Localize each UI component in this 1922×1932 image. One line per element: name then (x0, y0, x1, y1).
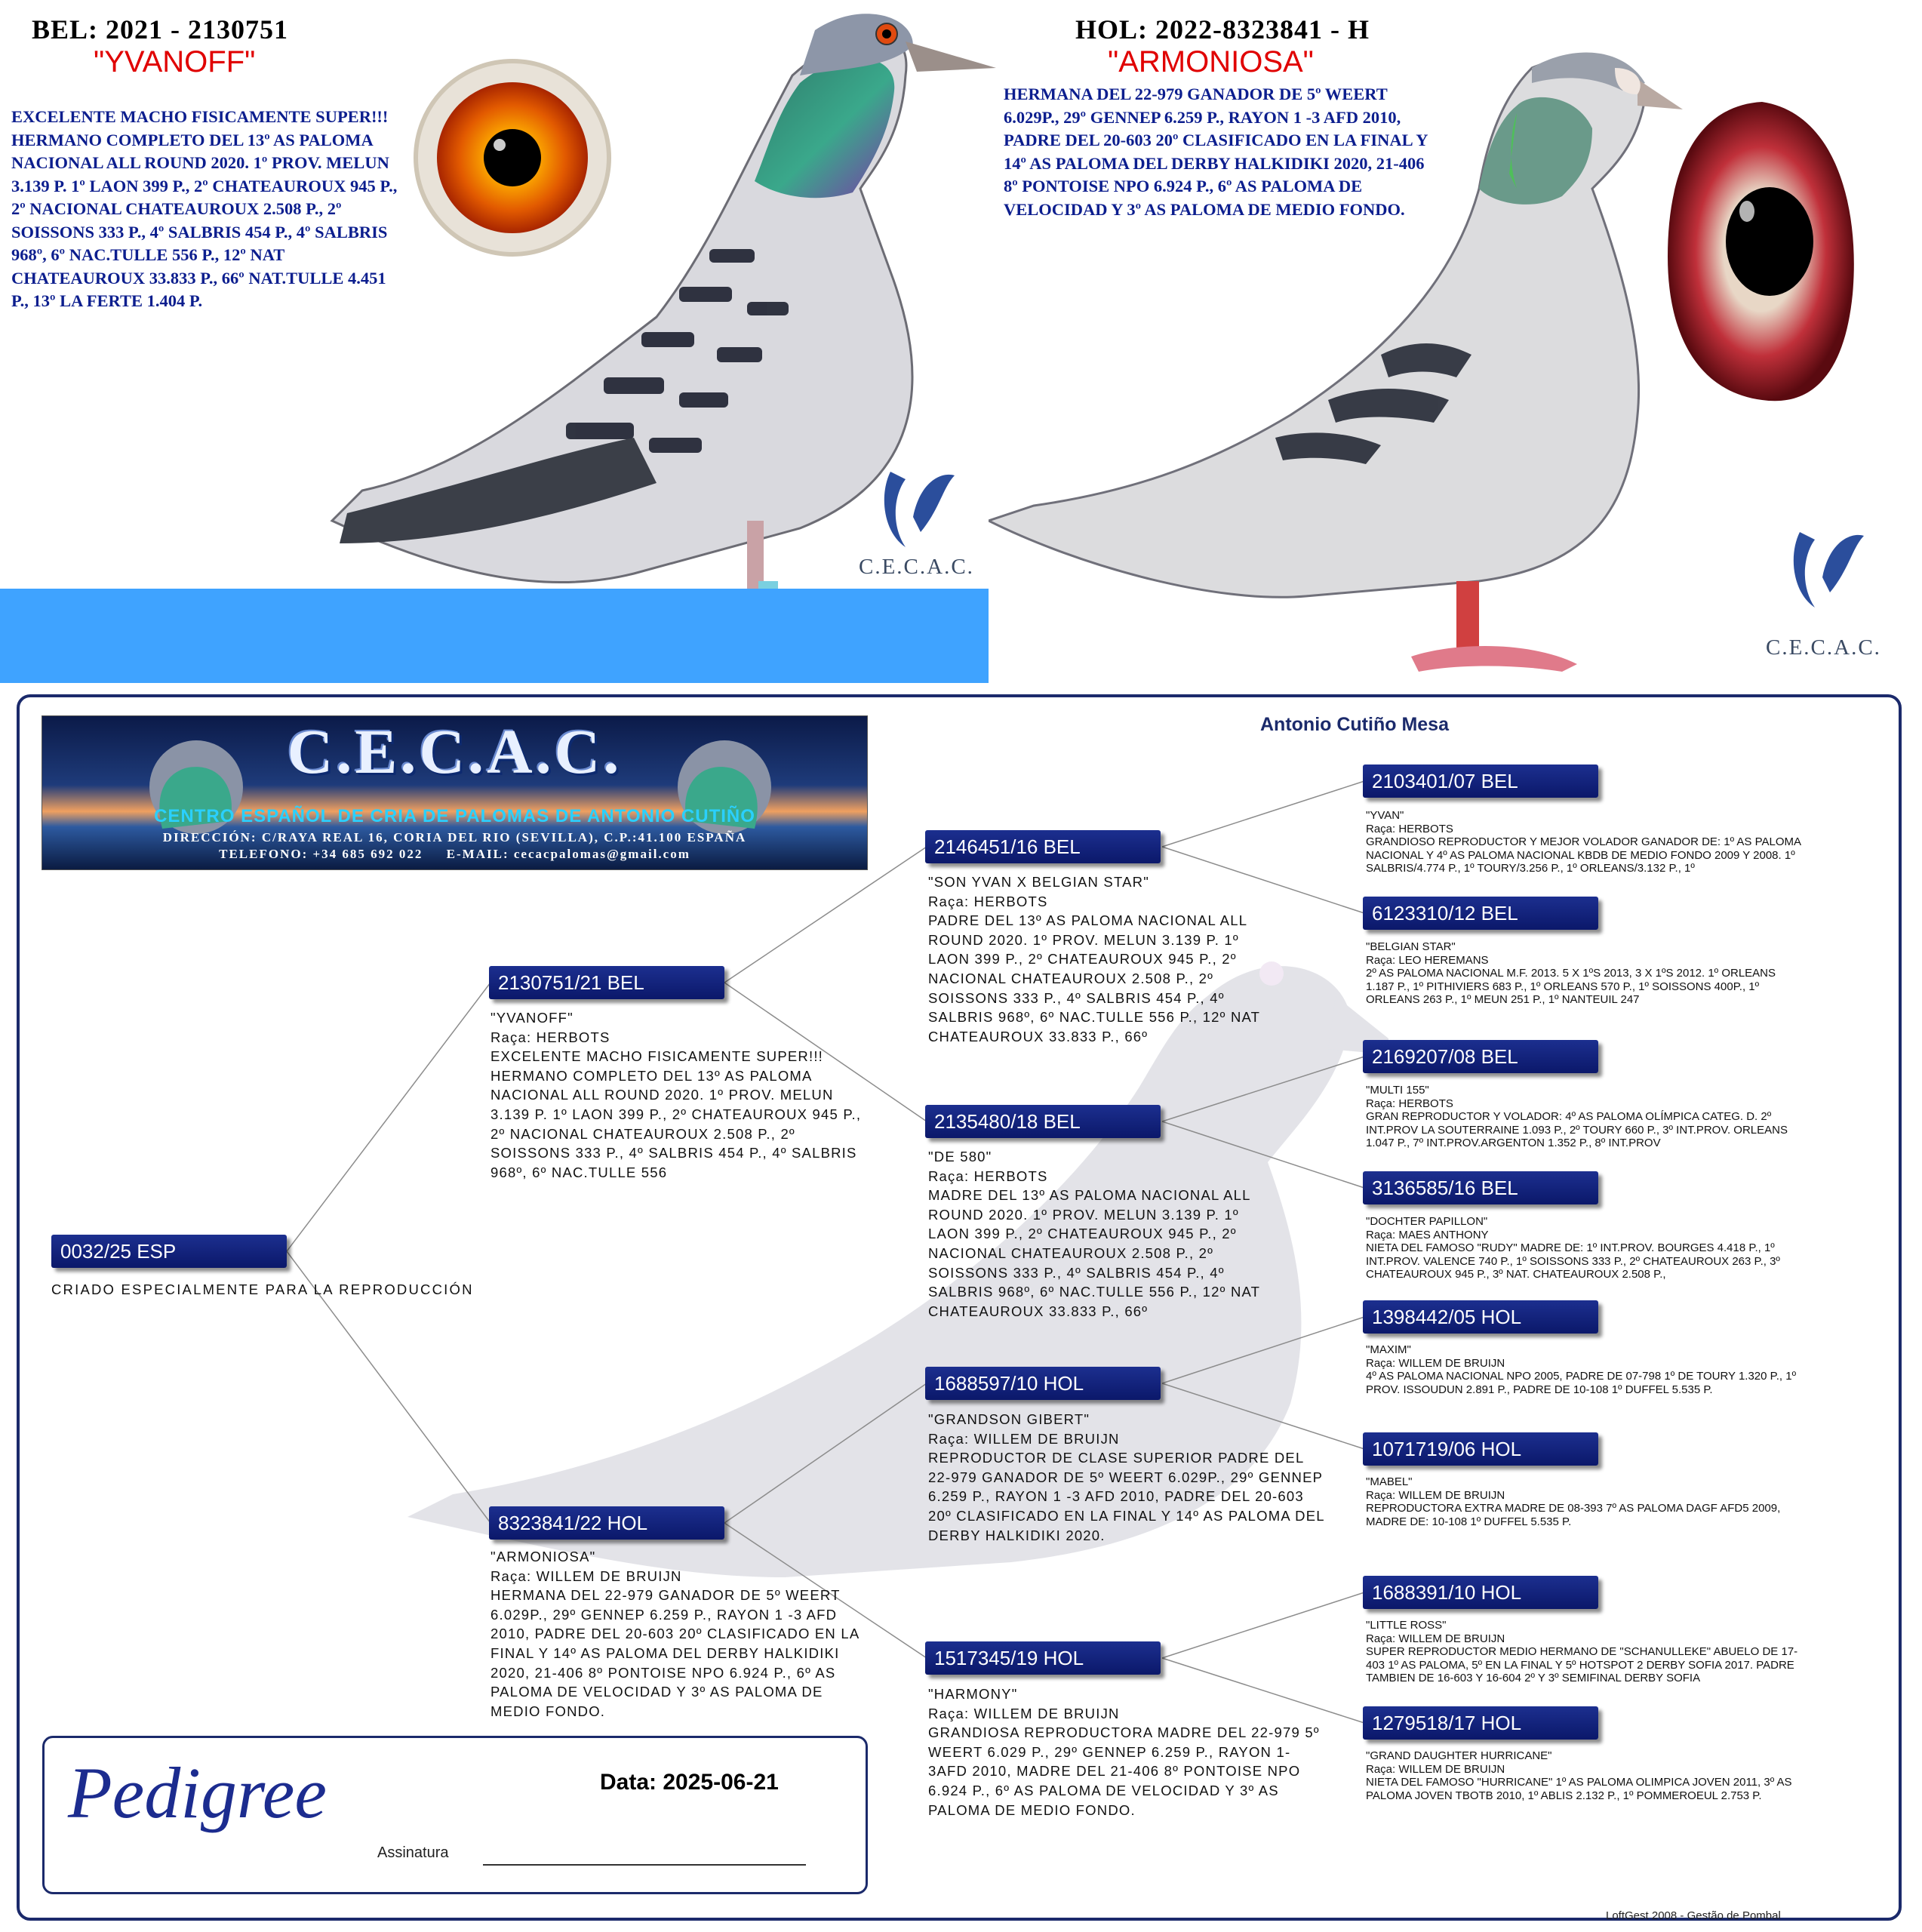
g2-dam-dam-name: "HARMONY" (928, 1686, 1018, 1702)
g3-e-name: "MAXIM" (1366, 1343, 1411, 1356)
right-pigeon-name: "ARMONIOSA" (1108, 45, 1314, 78)
g2-sire-dam-info (928, 1147, 1283, 1321)
sire-ring[interactable]: 2130751/21 BEL (489, 966, 724, 999)
right-ring-number: HOL: 2022-8323841 - H (1075, 14, 1370, 45)
dam-text: HERMANA DEL 22-979 GANADOR DE 5º WEERT 6.029P., 29º GENNEP 6.259 P., RAYON 1 -3 AFD 2010, PADRE DEL 20-603 20º CLASIFICADO EN LA FINAL Y 14º AS PALOMA DEL DERBY HALKIDIKI 2020, 21-406 8º PONTOISE NPO 6.924 P., 6º AS PALOMA DE VELOCIDAD Y 3º AS PALOMA DE MEDIO FONDO. (490, 1587, 860, 1719)
g3-e-breed: Raça: WILLEM DE BRUIJN (1366, 1356, 1505, 1370)
g3-c-breed: Raça: HERBOTS (1366, 1097, 1453, 1110)
g2-sire-dam-ring[interactable]: 2135480/18 BEL (925, 1105, 1161, 1138)
g3-c-ring[interactable]: 2169207/08 BEL (1363, 1040, 1598, 1073)
g2-sire-dam-name: "DE 580" (928, 1149, 992, 1164)
g2-dam-sire-text: REPRODUCTOR DE CLASE SUPERIOR PADRE DEL 22-979 GANADOR DE 5º WEERT 6.029P., 29º GENNEP 6.259 P., RAYON 1 -3 AFD 2010, PADRE DEL 20-603 20º CLASIFICADO EN LA FINAL Y 14º AS PALOMA DEL DERBY HALKIDIKI 2020. (928, 1450, 1325, 1543)
date-label: Data: 2025-06-21 (600, 1770, 779, 1795)
g3-e-info (1366, 1343, 1804, 1396)
sire-info (490, 1008, 875, 1182)
g3-b-name: "BELGIAN STAR" (1366, 940, 1456, 953)
g2-dam-dam-ring[interactable]: 1517345/19 HOL (925, 1641, 1161, 1675)
g2-sire-sire-name: "SON YVAN X BELGIAN STAR" (928, 874, 1149, 890)
g3-b-breed: Raça: LEO HEREMANS (1366, 953, 1489, 967)
line-sire-g2a (724, 847, 927, 983)
g2-sire-sire-ring[interactable]: 2146451/16 BEL (925, 830, 1161, 863)
g2-dam-dam-info (928, 1684, 1328, 1820)
g3-g-name: "LITTLE ROSS" (1366, 1619, 1447, 1632)
g3-g-info (1366, 1619, 1804, 1685)
g3-b-ring[interactable]: 6123310/12 BEL (1363, 897, 1598, 930)
sire-text: EXCELENTE MACHO FISICAMENTE SUPER!!! HERMANO COMPLETO DEL 13º AS PALOMA NACIONAL ALL ROUND 2020. 1º PROV. MELUN 3.139 P. 1º LAON 399 P., 2º CHATEAUROUX 945 P., 2º NACIONAL CHATEAUROUX 2.508 P., 2º SOISSONS 333 P., 4º SALBRIS 454 P., 4º SALBRIS 968º, 6º NAC.TULLE 556 (490, 1048, 862, 1180)
line-g2d-g3g (1162, 1592, 1364, 1658)
line-g2b-g3c (1162, 1057, 1364, 1121)
banner-contact: TELEFONO: +34 685 692 022 E-MAIL: cecacpalomas@gmail.com (219, 847, 690, 861)
g3-g-text: SUPER REPRODUCTOR MEDIO HERMANO DE "SCHANULLEKE" ABUELO DE 17-403 1º AS PALOMA, 5º EN LA FINAL Y 5º HOTSPOT 2 DERBY SOFIA 2017. PADRE TAMBIEN DE 16-603 Y 16-604 2º Y 3º SEMIFINAL DERBY SOFIA (1366, 1645, 1798, 1684)
sire-name: "YVANOFF" (490, 1010, 574, 1026)
dam-info (490, 1547, 875, 1721)
g3-d-breed: Raça: MAES ANTHONY (1366, 1228, 1489, 1241)
g3-a-info (1366, 809, 1804, 875)
g3-b-info (1366, 940, 1804, 1007)
g3-c-info (1366, 1084, 1804, 1150)
g3-a-text: GRANDIOSO REPRODUCTOR Y MEJOR VOLADOR GANADOR DE: 1º AS PALOMA NACIONAL Y 4º AS PALOMA NACIONAL KBDB DE MEDIO FONDO 2009 Y 2008. 1º SALBRIS/4.774 P., 1º TOURY/3.256 P., 1º ORLEANS/3.132 P., 1º (1366, 835, 1801, 875)
left-ring-number: BEL: 2021 - 2130751 (32, 14, 289, 45)
g3-c-text: GRAN REPRODUCTOR Y VOLADOR: 4º AS PALOMA OLÍMPICA CATEG. D. 2º INT.PROV LA SOUTERRAINE 1.093 P., 2º TOURY 660 P., 3º INT.PROV. ORLEANS 1.047 P., 7º INT.PROV.ARGENTON 1.352 P., 8º INT.PROV (1366, 1110, 1788, 1149)
g3-h-ring[interactable]: 1279518/17 HOL (1363, 1706, 1598, 1740)
owner-name: Antonio Cutiño Mesa (1260, 714, 1449, 735)
dam-breed: Raça: WILLEM DE BRUIJN (490, 1567, 682, 1584)
software-credit: LoftGest 2008 - Gestão de Pombal (1606, 1909, 1781, 1922)
subject-ring[interactable]: 0032/25 ESP (51, 1235, 287, 1268)
g3-h-text: NIETA DEL FAMOSO "HURRICANE" 1º AS PALOMA OLIMPICA JOVEN 2011, 3º AS PALOMA JOVEN TBOTB 2010, 1º ABLIS 2.132 P., 1º POMMEROEUL 2.753 P. (1366, 1776, 1792, 1802)
line-g2c-g3e (1162, 1317, 1364, 1383)
signature-line[interactable] (483, 1864, 806, 1866)
g3-d-info (1366, 1215, 1804, 1281)
g3-d-name: "DOCHTER PAPILLON" (1366, 1215, 1488, 1228)
g2-dam-dam-breed: Raça: WILLEM DE BRUIJN (928, 1705, 1120, 1721)
pedigree-title: Pedigree (68, 1752, 327, 1833)
g2-sire-dam-breed: Raça: HERBOTS (928, 1168, 1048, 1184)
left-pigeon-description: EXCELENTE MACHO FISICAMENTE SUPER!!! HERMANO COMPLETO DEL 13º AS PALOMA NACIONAL ALL ROUND 2020. 1º PROV. MELUN 3.139 P. 1º LAON 399 P., 2º CHATEAUROUX 945 P., 2º NACIONAL CHATEAUROUX 2.508 P., 2º SOISSONS 333 P., 4º SALBRIS 454 P., 4º SALBRIS 968º, 6º NAC.TULLE 556 P., 12º NAT CHATEAUROUX 33.833 P., 66º NAT.TULLE 4.451 P., 13º LA FERTE 1.404 P. (11, 107, 398, 310)
g3-h-info (1366, 1749, 1804, 1802)
g2-dam-sire-info (928, 1410, 1328, 1545)
g3-b-text: 2º AS PALOMA NACIONAL M.F. 2013. 5 X 1ºS 2013, 3 X 1ºS 2012. 1º ORLEANS 1.187 P., 1º PITHIVIERS 683 P., 1º ORLEANS 570 P., 1º SOISSONS 400P., 1º ORLEANS 263 P., 1º MEUN 251 P., 1º NANTEUIL 247 (1366, 967, 1776, 1006)
g3-f-name: "MABEL" (1366, 1475, 1413, 1488)
g3-d-ring[interactable]: 3136585/16 BEL (1363, 1171, 1598, 1204)
line-dam-g2c (724, 1383, 927, 1523)
g3-f-ring[interactable]: 1071719/06 HOL (1363, 1432, 1598, 1466)
g2-sire-sire-breed: Raça: HERBOTS (928, 893, 1048, 909)
g3-f-info (1366, 1475, 1804, 1528)
g3-e-text: 4º AS PALOMA NACIONAL NPO 2005, PADRE DE 07-798 1º DE TOURY 1.320 P., 1º PROV. ISSOUDUN 2.891 P., PADRE DE 10-108 1º DUFFEL 5.535 P. (1366, 1370, 1797, 1396)
line-g2a-g3a (1162, 781, 1364, 847)
g3-f-breed: Raça: WILLEM DE BRUIJN (1366, 1488, 1505, 1502)
banner-subtitle: CENTRO ESPAÑOL DE CRIA DE PALOMAS DE ANTONIO CUTIÑO (154, 806, 755, 826)
g3-g-ring[interactable]: 1688391/10 HOL (1363, 1576, 1598, 1609)
g2-sire-sire-info (928, 872, 1283, 1046)
g3-e-ring[interactable]: 1398442/05 HOL (1363, 1300, 1598, 1334)
left-logo-text: C.E.C.A.C. (859, 555, 974, 579)
subject-note: CRIADO ESPECIALMENTE PARA LA REPRODUCCIÓN (51, 1281, 474, 1297)
dam-name: "ARMONIOSA" (490, 1549, 596, 1564)
g3-d-text: NIETA DEL FAMOSO "RUDY" MADRE DE: 1º INT.PROV. BOURGES 4.418 P., 1º INT.PROV. VALENCE 740 P., 1º SOISSONS 333 P., 2º CHATEAUROUX 263 P., 3º CHATEAUROUX 945 P., 3º NAT. CHATEAUROUX 2.508 P., (1366, 1241, 1780, 1281)
left-pigeon-name: "YVANOFF" (94, 45, 256, 78)
g3-g-breed: Raça: WILLEM DE BRUIJN (1366, 1632, 1505, 1645)
g3-h-name: "GRAND DAUGHTER HURRICANE" (1366, 1749, 1552, 1762)
banner-address: DIRECCIÓN: C/RAYA REAL 16, CORIA DEL RIO (SEVILLA), C.P.:41.100 ESPAÑA (162, 830, 747, 844)
g3-h-breed: Raça: WILLEM DE BRUIJN (1366, 1762, 1505, 1776)
g3-f-text: REPRODUCTORA EXTRA MADRE DE 08-393 7º AS PALOMA DAGF AFD5 2009, MADRE DE: 10-108 1º DUFFEL 5.535 P. (1366, 1502, 1781, 1528)
line-subject-sire (287, 983, 490, 1251)
g2-dam-dam-text: GRANDIOSA REPRODUCTORA MADRE DEL 22-979 5º WEERT 6.029 P., 29º GENNEP 6.259 P., RAYON 1-3AFD 2010, MADRE DEL 21-406 8º PONTOISE NPO 6.924 P., 6º AS PALOMA DE VELOCIDAD Y 3º AS PALOMA DE MEDIO FONDO. (928, 1724, 1320, 1818)
signature-label: Assinatura (377, 1844, 449, 1861)
g3-c-name: "MULTI 155" (1366, 1084, 1429, 1097)
g2-dam-sire-ring[interactable]: 1688597/10 HOL (925, 1367, 1161, 1400)
right-pigeon-description: HERMANA DEL 22-979 GANADOR DE 5º WEERT 6.029P., 29º GENNEP 6.259 P., RAYON 1 -3 AFD 2010, PADRE DEL 20-603 20º CLASIFICADO EN LA FINAL Y 14º AS PALOMA DEL DERBY HALKIDIKI 2020, 21-406 8º PONTOISE NPO 6.924 P., 6º AS PALOMA DE VELOCIDAD Y 3º AS PALOMA DE MEDIO FONDO. (1004, 85, 1428, 219)
g3-a-name: "YVAN" (1366, 809, 1404, 822)
g3-a-ring[interactable]: 2103401/07 BEL (1363, 764, 1598, 798)
sire-breed: Raça: HERBOTS (490, 1029, 610, 1045)
dam-ring[interactable]: 8323841/22 HOL (489, 1506, 724, 1540)
g2-dam-sire-breed: Raça: WILLEM DE BRUIJN (928, 1430, 1120, 1447)
g2-sire-sire-text: PADRE DEL 13º AS PALOMA NACIONAL ALL ROUND 2020. 1º PROV. MELUN 3.139 P. 1º LAON 399 P., 2º CHATEAUROUX 945 P., 2º NACIONAL CHATEAUROUX 2.508 P., 2º SOISSONS 333 P., 4º SALBRIS 454 P., 4º SALBRIS 968º, 6º NAC.TULLE 556 P., 12º NAT CHATEAUROUX 33.833 P., 66º (928, 912, 1260, 1044)
g2-sire-dam-text: MADRE DEL 13º AS PALOMA NACIONAL ALL ROUND 2020. 1º PROV. MELUN 3.139 P. 1º LAON 399 P., 2º CHATEAUROUX 945 P., 2º NACIONAL CHATEAUROUX 2.508 P., 2º SOISSONS 333 P., 4º SALBRIS 454 P., 4º SALBRIS 968º, 6º NAC.TULLE 556 P., 12º NAT CHATEAUROUX 33.833 P., 66º (928, 1187, 1260, 1319)
right-logo-text: C.E.C.A.C. (1766, 635, 1881, 660)
banner-title: C.E.C.A.C. (287, 717, 623, 787)
g2-dam-sire-name: "GRANDSON GIBERT" (928, 1411, 1090, 1427)
g3-a-breed: Raça: HERBOTS (1366, 822, 1453, 835)
